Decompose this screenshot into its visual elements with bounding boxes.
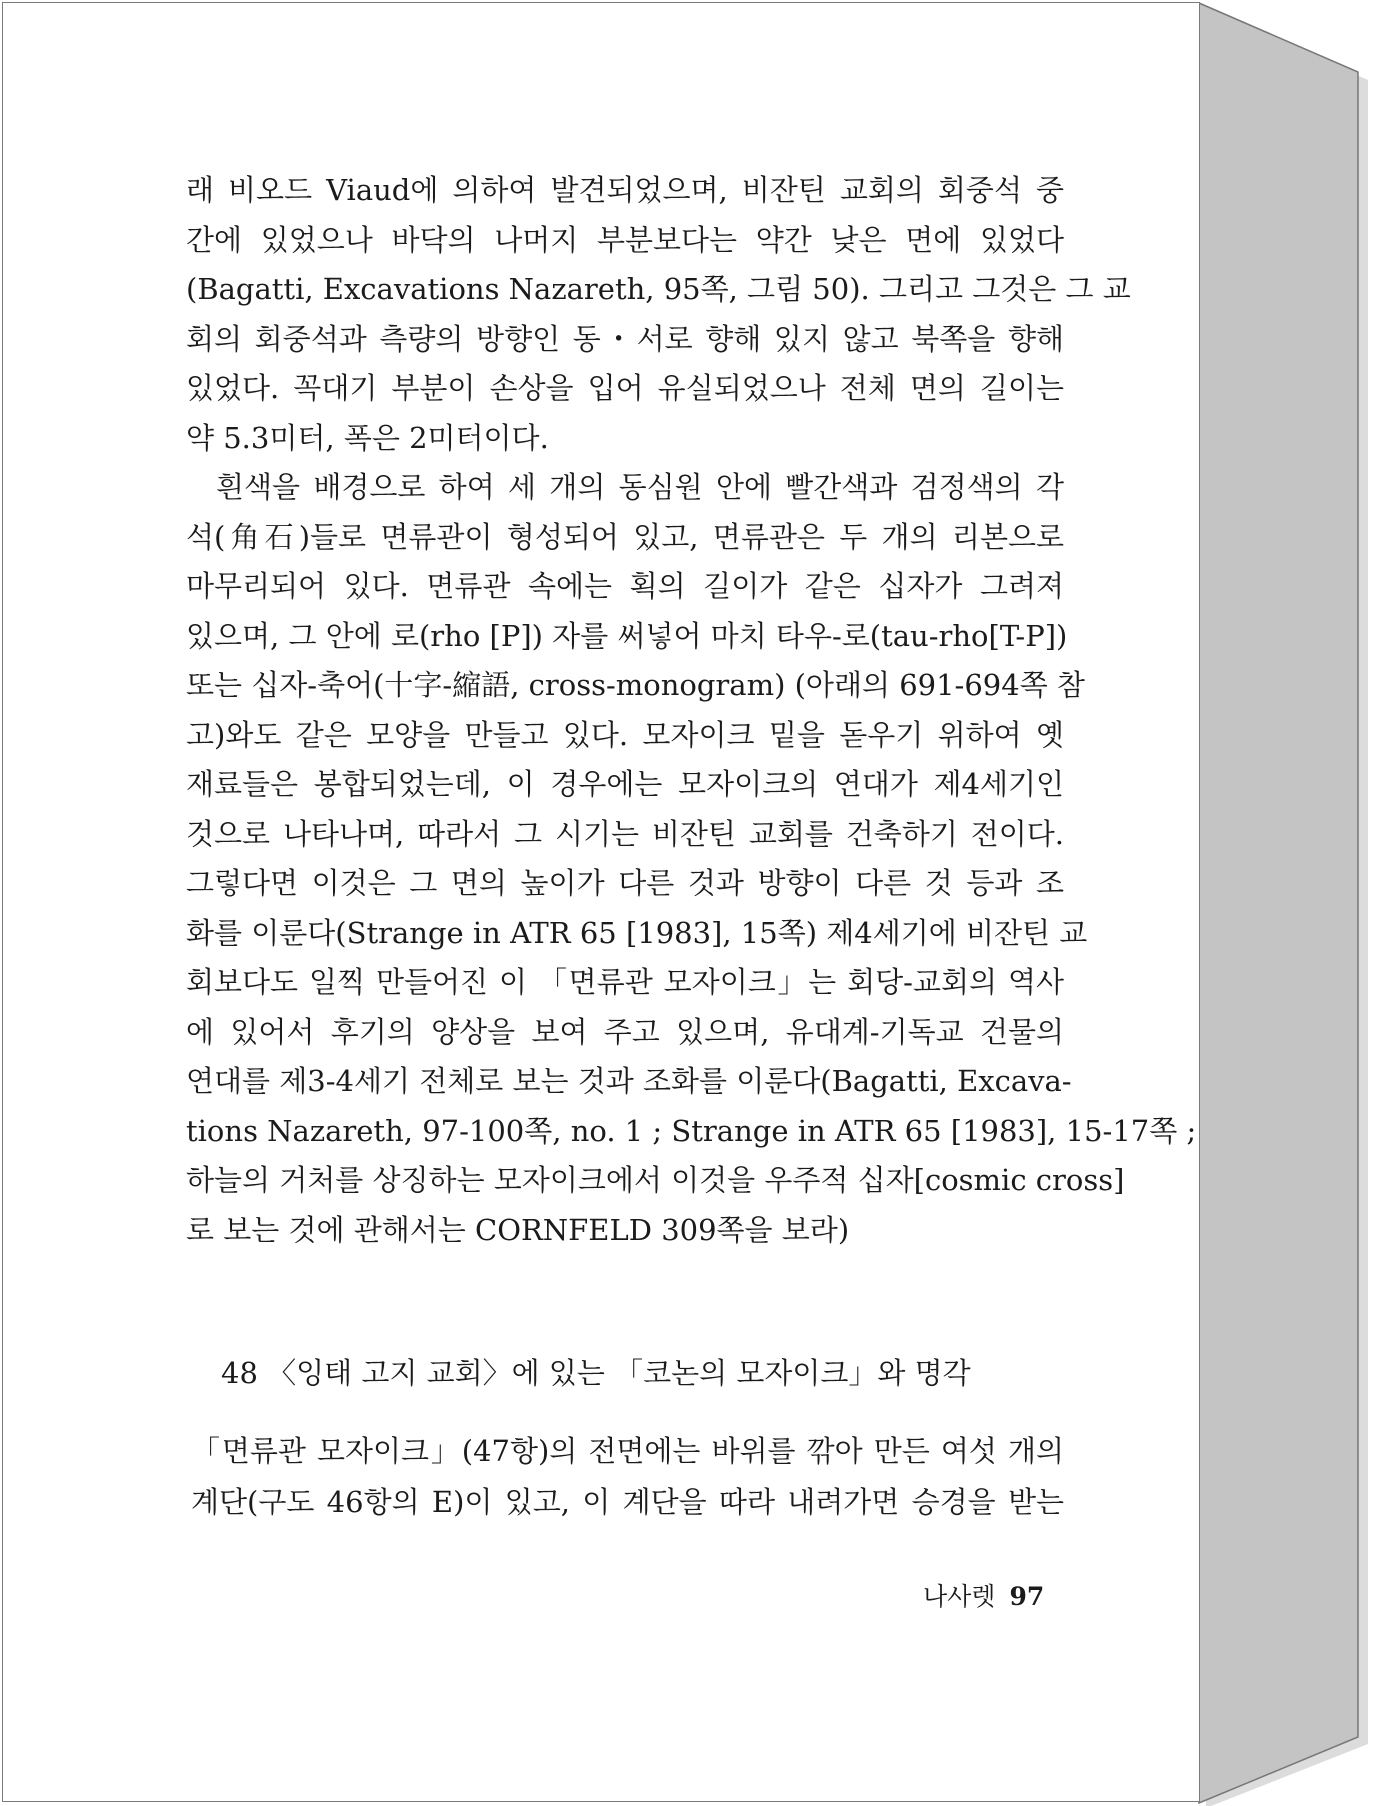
text-line: 흰색을 배경으로 하여 세 개의 동심원 안에 빨간색과 검정색의 각 bbox=[216, 470, 1064, 504]
text-line: 로 보는 것에 관해서는 CORNFELD 309쪽을 보라) bbox=[186, 1212, 850, 1247]
text-line: 화를 이룬다(Strange in ATR 65 [1983], 15쪽) 제4세기에 비잔틴 교 bbox=[186, 915, 1088, 950]
text-line: 고)와도 같은 모양을 만들고 있다. 모자이크 밑을 돋우기 위하여 옛 bbox=[186, 717, 1064, 752]
text-line: 에 있어서 후기의 양상을 보여 주고 있으며, 유대계-기독교 건물의 bbox=[186, 1014, 1064, 1049]
text-line: 있으며, 그 안에 로(rho [P]) 자를 써넣어 마치 타우-로(tau-rho[T-P]) bbox=[186, 618, 1068, 653]
text-line: 또는 십자-축어(十字-縮語, cross-monogram) (아래의 691-694쪽 참 bbox=[186, 668, 1085, 702]
text-line: 회의 회중석과 측량의 방향인 동・서로 향해 있지 않고 북쪽을 향해 bbox=[186, 321, 1064, 356]
text-line: 그렇다면 이것은 그 면의 높이가 다른 것과 방향이 다른 것 등과 조 bbox=[186, 866, 1064, 900]
text-line: 것으로 나타나며, 따라서 그 시기는 비잔틴 교회를 건축하기 전이다. bbox=[186, 816, 1064, 851]
text-line: 계단(구도 46항의 E)이 있고, 이 계단을 따라 내려가면 승경을 받는 bbox=[191, 1485, 1064, 1519]
book-side-face bbox=[1199, 3, 1358, 1803]
running-title: 나사렛 bbox=[923, 1582, 996, 1611]
text-line: 회보다도 일찍 만들어진 이 「면류관 모자이크」는 회당-교회의 역사 bbox=[186, 965, 1064, 999]
text-line: 「면류관 모자이크」(47항)의 전면에는 바위를 깎아 만든 여섯 개의 bbox=[191, 1434, 1064, 1468]
paragraph-1-2-text bbox=[186, 166, 1197, 1255]
text-line: 하늘의 거처를 상징하는 모자이크에서 이것을 우주적 십자[cosmic cross] bbox=[186, 1163, 1125, 1197]
text-line: 재료들은 봉합되었는데, 이 경우에는 모자이크의 연대가 제4세기인 bbox=[186, 767, 1064, 801]
text-line: tions Nazareth, 97-100쪽, no. 1 ; Strange in ATR 65 [1983], 15-17쪽 ; bbox=[186, 1113, 1197, 1148]
paragraph-3-text bbox=[191, 1426, 1064, 1528]
page-number: 97 bbox=[1009, 1582, 1045, 1611]
text-line: 석(角石)들로 면류관이 형성되어 있고, 면류관은 두 개의 리본으로 bbox=[186, 519, 1064, 554]
section-heading: 48 〈잉태 고지 교회〉에 있는 「코논의 모자이크」와 명각 bbox=[221, 1356, 971, 1390]
text-line: (Bagatti, Excavations Nazareth, 95쪽, 그림 50). 그리고 그것은 그 교 bbox=[186, 272, 1131, 306]
text-line: 있었다. 꼭대기 부분이 손상을 입어 유실되었으나 전체 면의 길이는 bbox=[186, 371, 1064, 405]
text-line: 약 5.3미터, 폭은 2미터이다. bbox=[186, 420, 549, 455]
page-footer bbox=[923, 1579, 1043, 1615]
text-line: 마무리되어 있다. 면류관 속에는 획의 길이가 같은 십자가 그려져 bbox=[186, 569, 1064, 603]
text-line: 래 비오드 Viaud에 의하여 발견되었으며, 비잔틴 교회의 회중석 중 bbox=[186, 173, 1064, 207]
text-line: 연대를 제3-4세기 전체로 보는 것과 조화를 이룬다(Bagatti, Excava- bbox=[186, 1064, 1072, 1098]
book-page bbox=[2, 2, 1200, 1802]
text-line: 간에 있었으나 바닥의 나머지 부분보다는 약간 낮은 면에 있었다 bbox=[186, 222, 1064, 257]
